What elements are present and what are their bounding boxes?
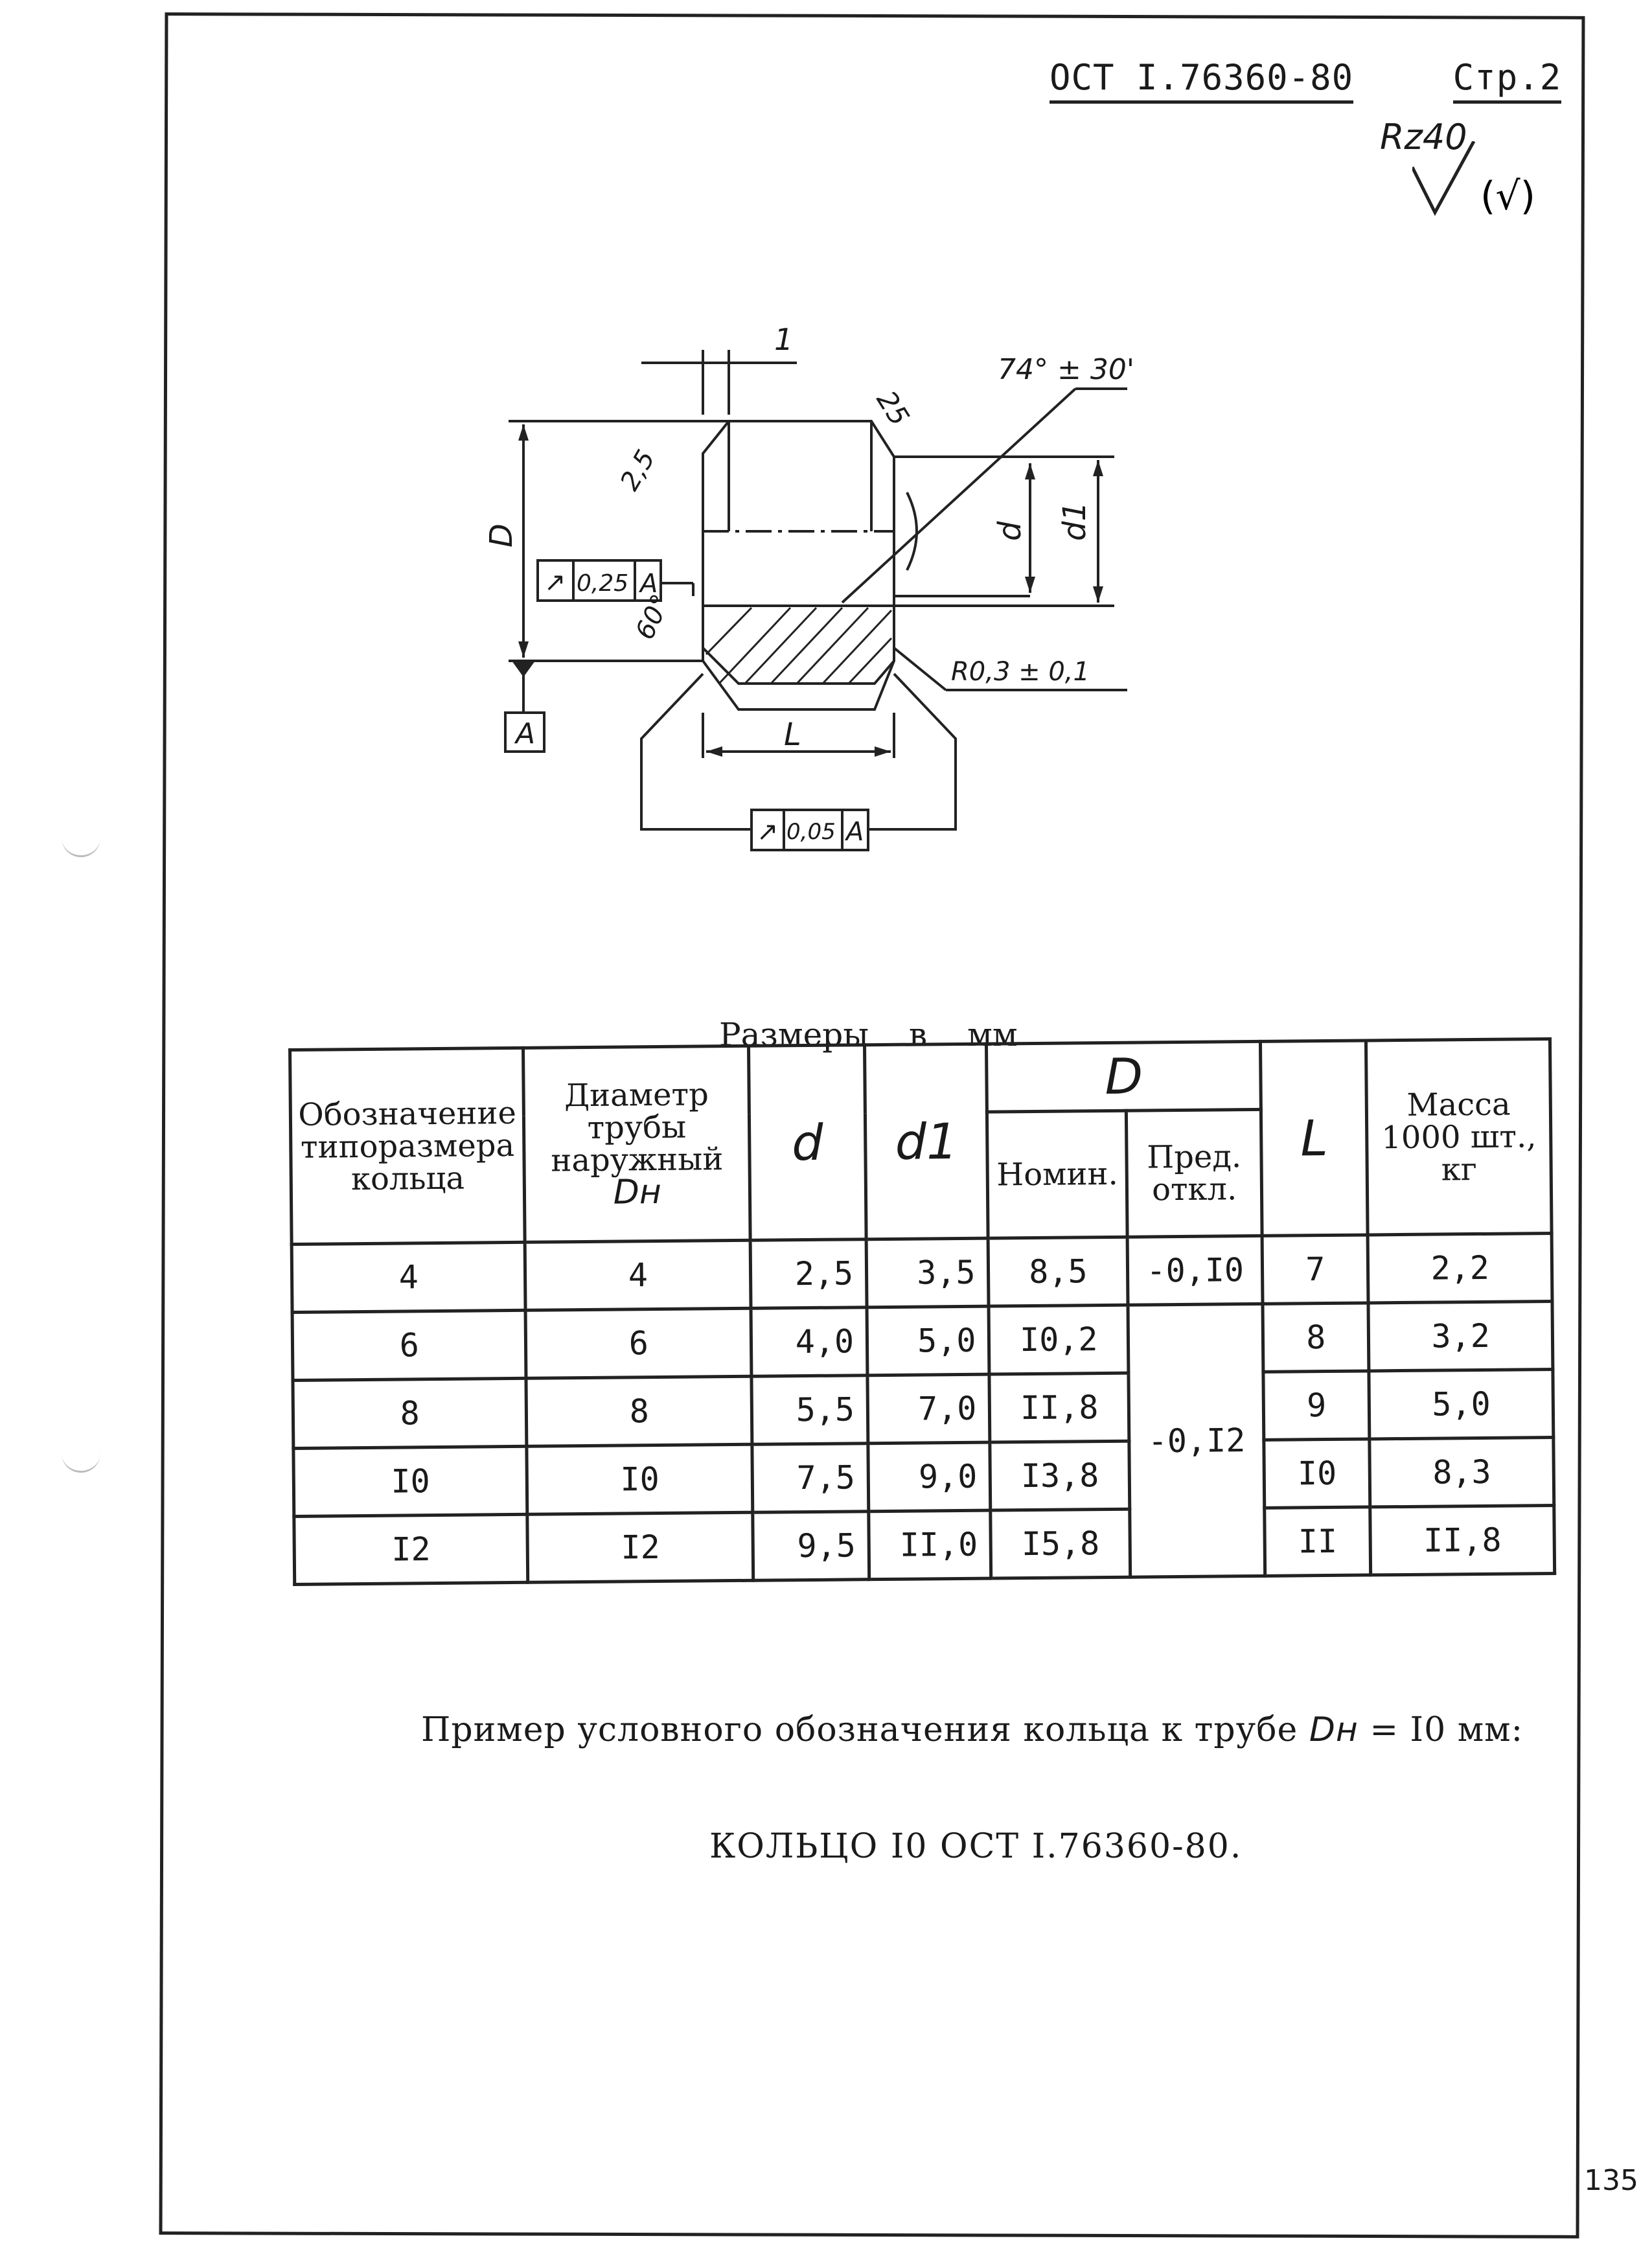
cell-d1: 9,0 — [868, 1442, 991, 1512]
example-text-after: = I0 мм: — [1370, 1710, 1524, 1749]
cell-designation: 4 — [292, 1242, 525, 1312]
cell-d1: 3,5 — [866, 1238, 989, 1307]
cell-d1: 5,0 — [867, 1306, 989, 1376]
dim-25-top: 25 — [870, 385, 916, 432]
header-pipe-text: Диаметр трубы наружный — [551, 1076, 724, 1179]
table-row — [294, 1505, 1555, 1584]
header-D-dev: Пред. откл. — [1127, 1109, 1263, 1237]
punch-hole — [62, 836, 100, 857]
example-text — [421, 1710, 1523, 1749]
roughness-label: Rz40 — [1380, 117, 1467, 157]
cell-d: 9,5 — [753, 1512, 869, 1581]
cell-d: 2,5 — [750, 1239, 867, 1309]
table-row — [293, 1369, 1554, 1448]
header-d1: d1 — [865, 1044, 989, 1239]
radius-label: R0,3 ± 0,1 — [951, 657, 1090, 687]
cell-designation: 8 — [293, 1378, 527, 1448]
cell-mass: 8,3 — [1370, 1437, 1554, 1506]
cell-D-nom: I0,2 — [989, 1305, 1129, 1374]
units-word: в — [908, 1016, 928, 1053]
runout-arrow-icon: ↗ — [544, 568, 566, 597]
dim-D: D — [483, 524, 520, 547]
cell-L: 9 — [1263, 1371, 1370, 1440]
example-symbol: Dн — [1309, 1710, 1359, 1749]
cell-L: I0 — [1264, 1439, 1370, 1508]
header-pipe-symbol: Dн — [613, 1172, 662, 1212]
angle-74: 74° ± 30' — [998, 353, 1134, 386]
header-L: L — [1261, 1041, 1368, 1236]
cell-designation: I2 — [294, 1514, 528, 1584]
units-word: мм — [967, 1016, 1018, 1053]
header-designation: Обозначение типоразмера кольца — [290, 1048, 525, 1244]
cell-mass: 5,0 — [1369, 1369, 1554, 1438]
doc-number: ОСТ I.76360-80 — [1050, 57, 1353, 104]
datum-label: A — [516, 717, 536, 750]
cell-designation: I0 — [293, 1446, 527, 1516]
runout-bottom-datum: A — [846, 817, 864, 847]
dim-1: 1 — [774, 322, 794, 357]
cell-d: 4,0 — [751, 1307, 867, 1377]
cell-pipe: I2 — [527, 1512, 753, 1582]
cell-d1: 7,0 — [867, 1374, 990, 1444]
cell-D-nom: I3,8 — [990, 1441, 1130, 1510]
header-mass: Масса 1000 шт., кг — [1366, 1039, 1552, 1235]
cell-mass: 3,2 — [1368, 1301, 1553, 1370]
example-designation: КОЛЬЦО I0 ОСТ I.76360-80. — [709, 1827, 1243, 1866]
ring-drawing — [479, 311, 1140, 868]
page-number: 135 — [1584, 2164, 1638, 2197]
table-row — [293, 1437, 1554, 1516]
roughness-check-icon — [1412, 141, 1561, 232]
header — [1050, 57, 1561, 104]
dimensions-table — [288, 1037, 1556, 1586]
table-row — [292, 1233, 1552, 1312]
cell-pipe: I0 — [527, 1444, 753, 1514]
dim-d: d — [992, 521, 1028, 541]
runout-top-value: 0,25 — [577, 570, 629, 597]
cell-mass: 2,2 — [1368, 1233, 1552, 1302]
header-pipe-diameter — [523, 1046, 750, 1242]
cell-D-dev: -0,I2 — [1128, 1304, 1265, 1577]
cell-d: 5,5 — [751, 1376, 868, 1445]
table-row — [292, 1301, 1553, 1380]
dim-25-left: 2,5 — [614, 444, 661, 496]
angle-60: 60° — [630, 590, 677, 645]
cell-pipe: 4 — [525, 1240, 751, 1310]
runout-arrow-icon: ↗ — [757, 817, 779, 847]
cell-D-nom: II,8 — [989, 1373, 1129, 1442]
cell-D-dev: -0,I0 — [1127, 1236, 1263, 1305]
header-D-nom: Номин. — [987, 1111, 1127, 1238]
header-D: D — [987, 1041, 1261, 1112]
punch-hole — [62, 1451, 100, 1473]
cell-L: 7 — [1262, 1235, 1368, 1304]
cell-D-nom: I5,8 — [991, 1509, 1130, 1578]
header-d: d — [749, 1045, 867, 1241]
cell-designation: 6 — [292, 1310, 526, 1380]
cell-L: II — [1265, 1507, 1371, 1576]
cell-pipe: 8 — [526, 1376, 752, 1446]
runout-top-datum: A — [640, 569, 658, 599]
example-text-before: Пример условного обозначения кольца к трубе — [421, 1710, 1298, 1749]
runout-bottom-value: 0,05 — [786, 819, 836, 845]
units-word: Размеры — [719, 1016, 869, 1053]
cell-d: 7,5 — [752, 1444, 869, 1513]
page-label: Стр.2 — [1453, 57, 1562, 104]
cell-D-nom: 8,5 — [989, 1237, 1129, 1306]
cell-pipe: 6 — [525, 1308, 751, 1378]
table-header-row — [290, 1039, 1551, 1118]
cell-mass: II,8 — [1370, 1505, 1555, 1574]
dim-L: L — [784, 717, 801, 753]
dim-d1: d1 — [1057, 501, 1093, 541]
cell-d1: II,0 — [869, 1510, 991, 1580]
cell-L: 8 — [1263, 1303, 1369, 1372]
roughness-suffix: (√) — [1480, 174, 1536, 219]
